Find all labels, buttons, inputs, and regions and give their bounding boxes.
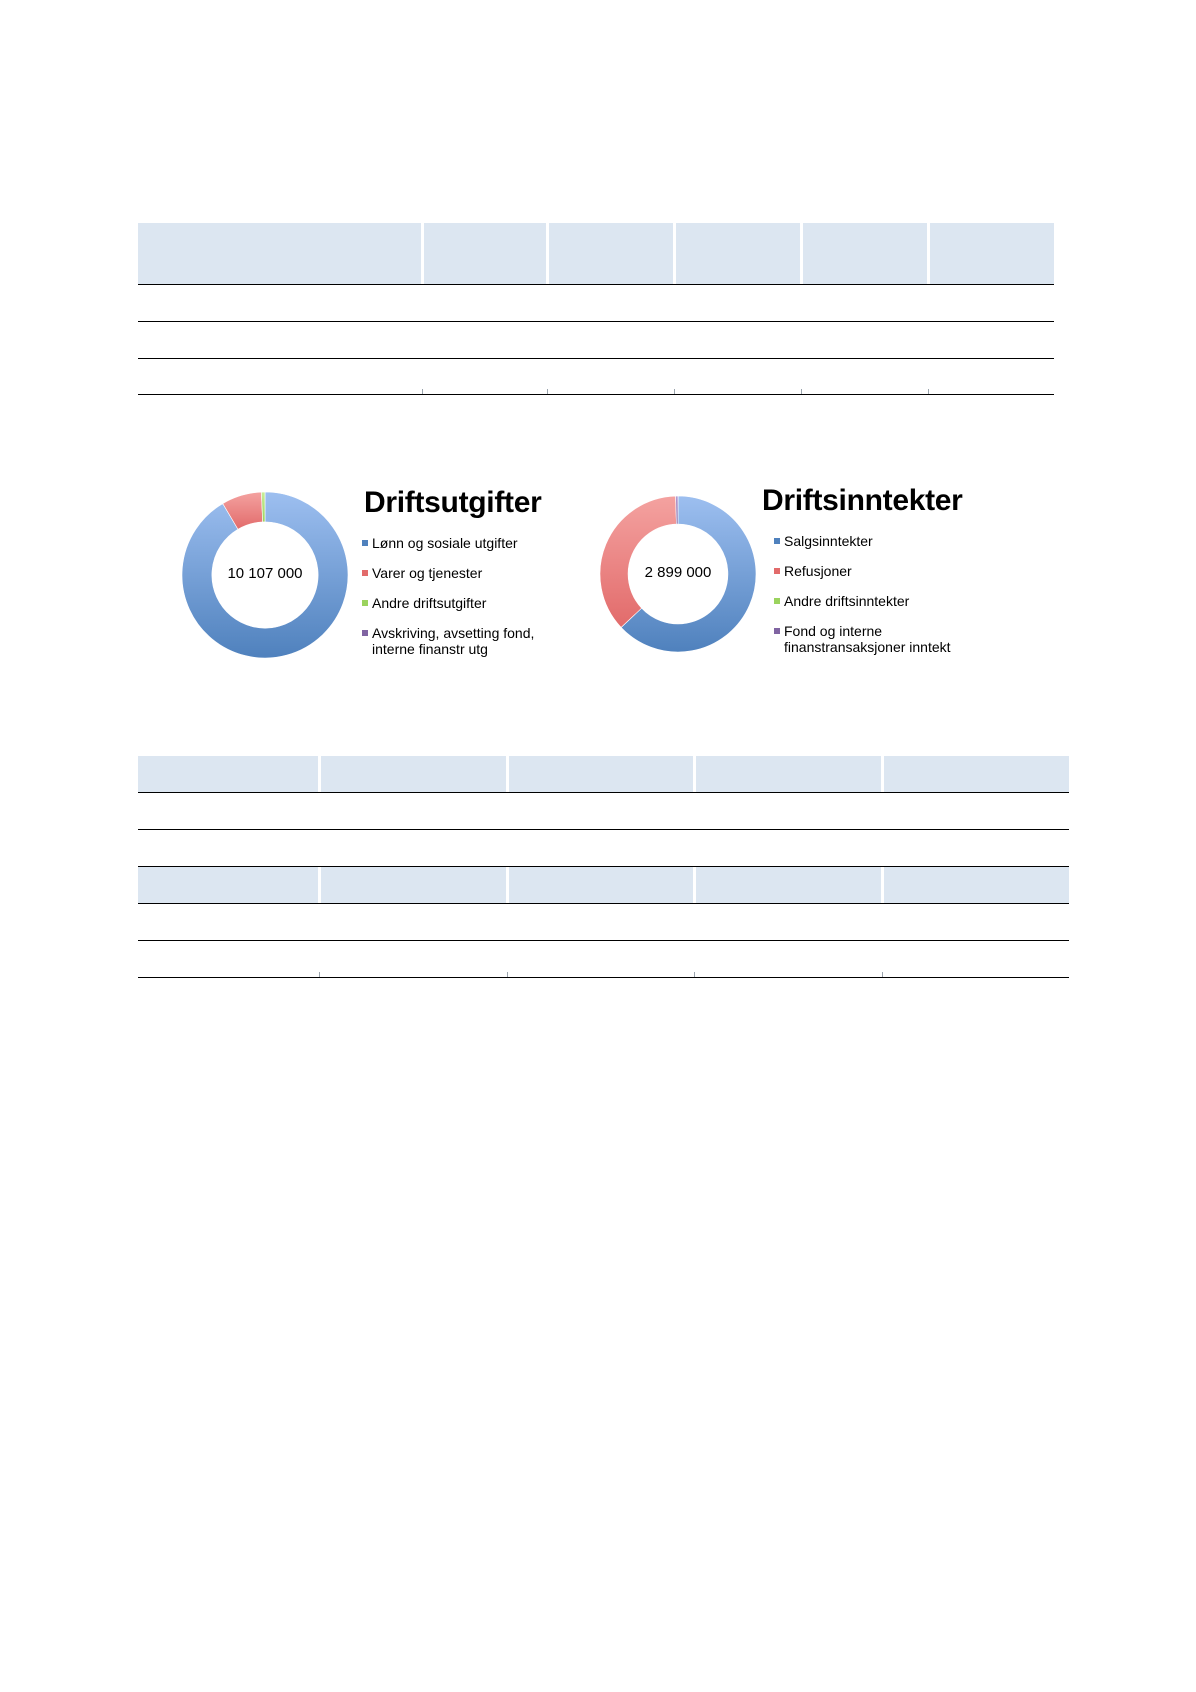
legend-swatch: [774, 628, 780, 634]
table-1-header-cell: [930, 223, 1054, 285]
table-2-header-cell: [321, 756, 506, 793]
table-2-row-rule: [138, 866, 1069, 867]
center-total-label: 10 107 000: [227, 565, 303, 582]
legend-label: Avskriving, avsetting fond, interne finanstr utg: [372, 625, 535, 657]
table-2-column-tick: [882, 972, 883, 977]
table-1-row-rule: [138, 321, 1054, 322]
legend-label: Lønn og sosiale utgifter: [372, 535, 518, 551]
center-total-label: 2 899 000: [644, 564, 712, 581]
table-1-column-tick: [674, 389, 675, 394]
legend-swatch: [774, 538, 780, 544]
table-1-header-cell: [549, 223, 673, 285]
chart-driftsinntekter: [598, 494, 768, 664]
table-2-header-cell: [138, 756, 318, 793]
table-2-row-rule: [138, 940, 1069, 941]
table-1-header-cell: [676, 223, 800, 285]
table-1-header-cell: [138, 223, 421, 285]
table-2-subheader-cell: [321, 866, 506, 903]
legend-swatch: [774, 598, 780, 604]
legend-driftsinntekter: [774, 533, 1014, 663]
chart-title-driftsutgifter: Driftsutgifter: [364, 486, 542, 519]
legend-label: Refusjoner: [784, 563, 852, 579]
table-1-header-cell: [424, 223, 546, 285]
legend-label: Varer og tjenester: [372, 565, 483, 581]
table-2-header-cell: [696, 756, 881, 793]
table-2-row-rule: [138, 903, 1069, 904]
table-2-row-rule: [138, 829, 1069, 830]
table-1-column-tick: [801, 389, 802, 394]
table-2-column-tick: [507, 972, 508, 977]
table-2-column-tick: [319, 972, 320, 977]
table-2-column-tick: [694, 972, 695, 977]
legend-label: Fond og interne finanstransaksjoner inntekt: [784, 623, 951, 655]
table-2-header-cell: [509, 756, 693, 793]
table-1-row-rule: [138, 284, 1054, 285]
table-2-subheader-cell: [138, 866, 318, 903]
legend-swatch: [362, 570, 368, 576]
table-2-subheader-cell: [696, 866, 881, 903]
table-2-header-cell: [884, 756, 1069, 793]
legend-label: Andre driftsinntekter: [784, 593, 910, 609]
table-1-column-tick: [928, 389, 929, 394]
legend-swatch: [774, 568, 780, 574]
legend-driftsutgifter: [362, 535, 592, 665]
table-1-row-rule: [138, 358, 1054, 359]
table-2-row-rule: [138, 792, 1069, 793]
table-2-subheader-cell: [884, 866, 1069, 903]
legend-swatch: [362, 630, 368, 636]
table-1-column-tick: [422, 389, 423, 394]
table-1-row-rule: [138, 394, 1054, 395]
table-2-row-rule: [138, 977, 1069, 978]
table-1-header-cell: [803, 223, 927, 285]
legend-swatch: [362, 540, 368, 546]
chart-title-driftsinntekter: Driftsinntekter: [762, 484, 963, 517]
legend-label: Salgsinntekter: [784, 533, 873, 549]
legend-label: Andre driftsutgifter: [372, 595, 487, 611]
table-2-subheader-cell: [509, 866, 693, 903]
table-1-column-tick: [547, 389, 548, 394]
donut-slice-refusjoner: [600, 496, 676, 627]
legend-swatch: [362, 600, 368, 606]
